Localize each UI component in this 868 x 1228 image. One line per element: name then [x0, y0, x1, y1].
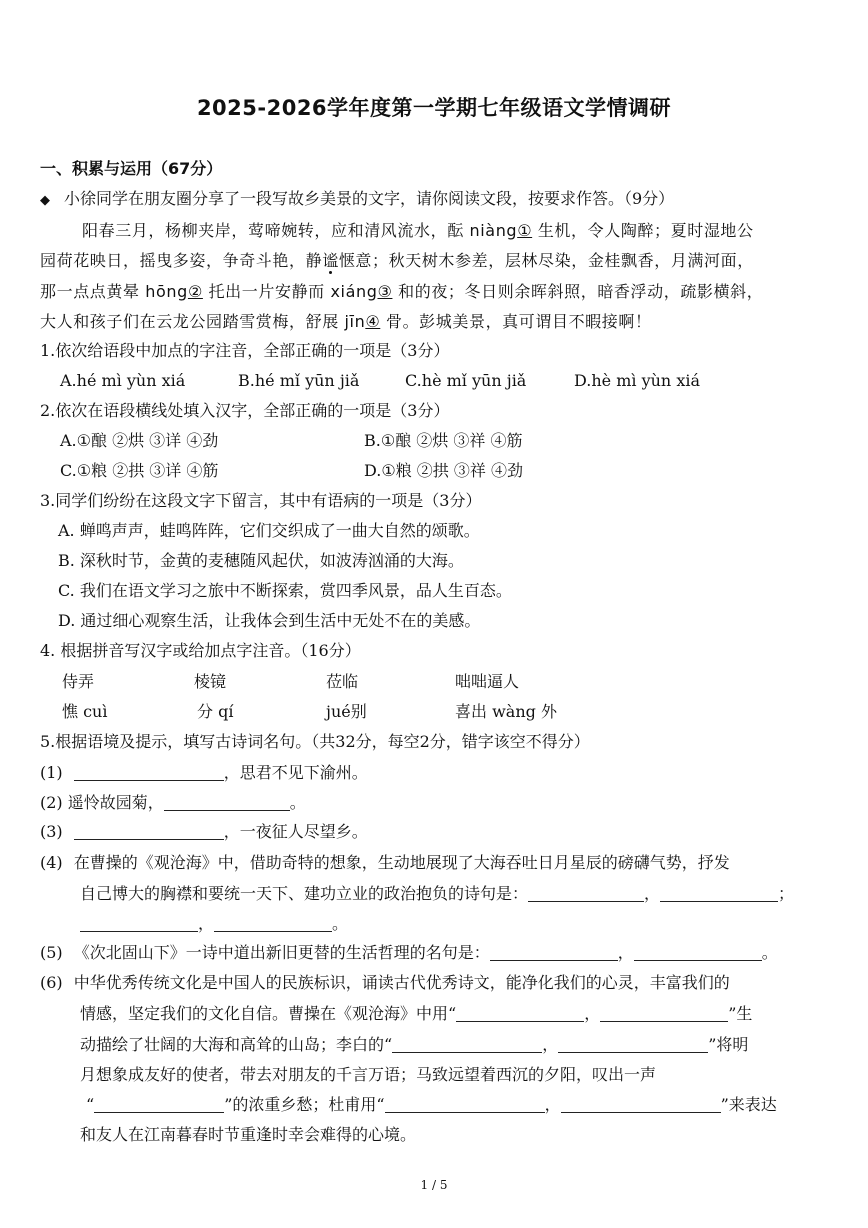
q1-option-a[interactable]: A.hé mì yùn xiá	[60, 371, 186, 390]
pinyin-xiang: xiáng	[330, 282, 378, 301]
passage-text: 惬意；秋天树木参差，层林尽染，金桂飘香，月满河面，	[338, 251, 754, 270]
item-text: ”的浓重乡愁；杜甫用“	[224, 1095, 385, 1114]
answer-blank[interactable]	[392, 1036, 542, 1053]
q4-item: 侍弄	[62, 672, 95, 691]
q5-item-6-line-2	[80, 1003, 752, 1025]
q5-item-3	[40, 821, 368, 843]
punct: ，	[542, 1035, 559, 1054]
item-text: ”来表达	[720, 1095, 777, 1114]
item-number: (2)	[40, 793, 63, 812]
blank-marker-3: ③	[377, 282, 393, 301]
passage-text: 生机，令人陶醉；夏时湿地公	[532, 221, 754, 240]
answer-blank[interactable]	[561, 1096, 721, 1113]
punct: ，	[198, 914, 215, 933]
item-text: 动描绘了壮阔的大海和高耸的山岛；李白的“	[80, 1035, 393, 1054]
q3-option-c[interactable]: C. 我们在语文学习之旅中不断探索，赏四季风景，品人生百态。	[58, 581, 512, 600]
item-text: 遥怜故园菊，	[67, 793, 164, 812]
passage-line-2	[40, 250, 754, 272]
page-number: 1 / 5	[420, 1178, 448, 1192]
intro-line	[40, 188, 674, 212]
q4-item: 憔 cuì	[62, 702, 108, 721]
item-text: 中华优秀传统文化是中国人的民族标识，诵读古代优秀诗文，能净化我们的心灵，丰富我们的	[73, 973, 730, 992]
answer-blank[interactable]	[94, 1096, 224, 1113]
q5-item-1	[40, 762, 368, 784]
item-number: (6)	[40, 973, 63, 992]
punct: ，	[544, 1095, 561, 1114]
answer-blank[interactable]	[214, 915, 332, 932]
q5-item-4	[40, 852, 730, 874]
q5-item-5	[40, 942, 778, 964]
q4-item: 咄咄逼人	[455, 672, 520, 691]
answer-blank[interactable]	[600, 1005, 728, 1022]
q1-stem: 1.依次给语段中加点的字注音，全部正确的一项是（3分）	[40, 341, 450, 360]
q1-option-c[interactable]: C.hè mǐ yūn jiǎ	[405, 371, 527, 390]
q2-option-b[interactable]: B.①酿 ②烘 ③祥 ④筋	[364, 431, 523, 450]
q4-item: 分 qí	[197, 702, 234, 721]
q4-item: 莅临	[326, 672, 359, 691]
item-number: (4)	[40, 853, 63, 872]
item-text: ”将明	[708, 1035, 749, 1054]
pinyin-text: niàng	[469, 221, 518, 240]
punct: 。	[761, 943, 778, 962]
q4-item: 棱镜	[194, 672, 227, 691]
q5-item-6	[40, 972, 730, 994]
answer-blank[interactable]	[634, 944, 762, 961]
q3-option-b[interactable]: B. 深秋时节，金黄的麦穗随风起伏，如波涛汹涌的大海。	[58, 551, 464, 570]
item-number: (1)	[40, 763, 63, 782]
pinyin-hong: hōng	[145, 282, 188, 301]
pinyin-niang	[470, 221, 533, 240]
dotted-char: 谧	[322, 251, 339, 270]
answer-blank[interactable]	[74, 764, 224, 781]
punct: 。	[332, 914, 349, 933]
answer-blank[interactable]	[456, 1005, 584, 1022]
diamond-bullet-icon: ◆	[40, 193, 50, 208]
q3-option-a[interactable]: A. 蝉鸣声声，蛙鸣阵阵，它们交织成了一曲大自然的颂歌。	[58, 521, 480, 540]
item-text: 在曹操的《观沧海》中，借助奇特的想象，生动地展现了大海吞吐日月星辰的磅礴气势，抒发	[73, 853, 730, 872]
q5-stem: 5.根据语境及提示，填写古诗词名句。（共32分，每空2分，错字该空不得分）	[40, 732, 590, 751]
item-text: 情感，坚定我们的文化自信。曹操在《观沧海》中用“	[80, 1004, 457, 1023]
q4-item: jué别	[326, 702, 367, 721]
item-text: 《次北固山下》一诗中道出新旧更替的生活哲理的名句是：	[73, 943, 490, 962]
q2-option-a[interactable]: A.①酿 ②烘 ③详 ④劲	[60, 431, 219, 450]
q5-item-6-line-4: 月想象成友好的使者，带去对朋友的千言万语；马致远望着西沉的夕阳，叹出一声	[80, 1065, 657, 1084]
answer-blank[interactable]	[164, 794, 290, 811]
item-text: ，一夜征人尽望乡。	[223, 822, 368, 841]
answer-blank[interactable]	[528, 885, 644, 902]
q4-stem: 4. 根据拼音写汉字或给加点字注音。（16分）	[40, 641, 361, 660]
blank-marker-1: ①	[517, 221, 533, 240]
item-number: (5)	[40, 943, 63, 962]
punct: ，	[584, 1004, 601, 1023]
passage-text: 骨。彭城美景，真可谓目不暇接啊！	[380, 312, 652, 331]
q5-item-6-line-5	[86, 1094, 777, 1116]
item-text: ”生	[728, 1004, 753, 1023]
q2-option-c[interactable]: C.①粮 ②拱 ③详 ④筋	[60, 461, 219, 480]
item-text: “	[86, 1095, 95, 1114]
q5-item-6-line-3	[80, 1034, 748, 1056]
answer-blank[interactable]	[660, 885, 778, 902]
q5-item-2	[40, 792, 306, 814]
intro-text: 小徐同学在朋友圈分享了一段写故乡美景的文字，请你阅读文段，按要求作答。（9分）	[64, 189, 675, 208]
section-heading: 一、积累与运用（67分）	[40, 159, 223, 178]
punct: ，	[617, 943, 634, 962]
blank-marker-2: ②	[187, 282, 203, 301]
item-number: (3)	[40, 822, 63, 841]
answer-blank[interactable]	[385, 1096, 545, 1113]
q3-option-d[interactable]: D. 通过细心观察生活，让我体会到生活中无处不在的美感。	[58, 611, 481, 630]
pinyin-jin: jīn	[344, 312, 366, 331]
page-title: 2025-2026学年度第一学期七年级语文学情调研	[196, 96, 672, 120]
passage-line-1	[82, 220, 754, 242]
punct: ；	[778, 884, 795, 903]
q5-item-4-line-3	[80, 913, 348, 935]
punct: ，	[644, 884, 661, 903]
item-text: ，思君不见下渝州。	[223, 763, 368, 782]
q5-item-6-line-6: 和友人在江南暮春时节重逢时幸会难得的心境。	[80, 1125, 417, 1144]
q3-stem: 3.同学们纷纷在这段文字下留言，其中有语病的一项是（3分）	[40, 491, 482, 510]
item-text: 。	[289, 793, 306, 812]
answer-blank[interactable]	[558, 1036, 708, 1053]
blank-marker-4: ④	[365, 312, 381, 331]
passage-text: 和的夜；冬日则余晖斜照，暗香浮动，疏影横斜，	[392, 282, 764, 301]
passage-line-3	[40, 281, 763, 303]
passage-text: 大人和孩子们在云龙公园踏雪赏梅，舒展	[40, 312, 345, 331]
q2-option-d[interactable]: D.①粮 ②拱 ③祥 ④劲	[364, 461, 523, 480]
passage-text: 阳春三月，杨柳夹岸，莺啼婉转，应和清风流水，酝	[82, 221, 470, 240]
q1-option-d[interactable]: D.hè mì yùn xiá	[574, 371, 700, 390]
q4-item: 喜出 wàng 外	[455, 702, 557, 721]
answer-blank[interactable]	[490, 944, 618, 961]
q1-option-b[interactable]: B.hé mǐ yūn jiǎ	[238, 371, 360, 390]
passage-text: 园荷花映日，摇曳多姿，争奇斗艳，静	[40, 251, 323, 270]
passage-line-4	[40, 311, 652, 333]
item-text: 自己博大的胸襟和要统一天下、建功立业的政治抱负的诗句是：	[80, 884, 529, 903]
q2-stem: 2.依次在语段横线处填入汉字，全部正确的一项是（3分）	[40, 401, 450, 420]
q5-item-4-line-2	[80, 883, 794, 905]
passage-text: 托出一片安静而	[202, 282, 331, 301]
answer-blank[interactable]	[74, 823, 224, 840]
passage-text: 那一点点黄晕	[40, 282, 146, 301]
answer-blank[interactable]	[80, 915, 198, 932]
